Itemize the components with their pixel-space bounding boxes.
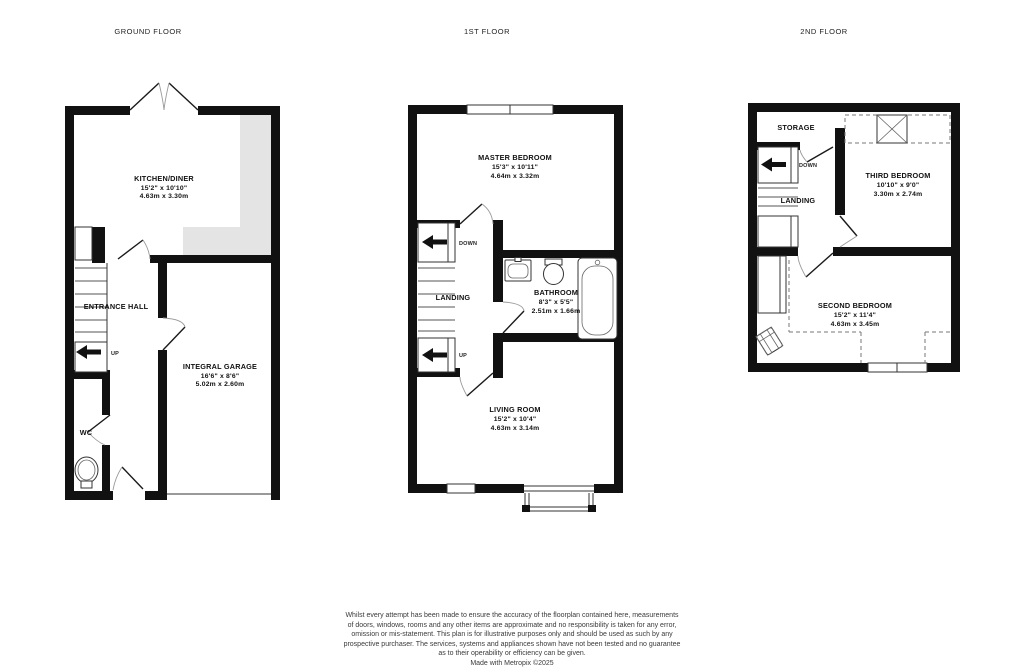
first-up-label: UP [459, 353, 468, 359]
garage-dims-metric: 5.02m x 2.60m [195, 381, 245, 388]
master-door-swing [460, 204, 493, 224]
storage-label: STORAGE [777, 123, 815, 132]
stair-bulkhead [758, 256, 786, 313]
bathroom-door-swing [503, 302, 524, 333]
first-floor-plan [403, 70, 643, 510]
living-room-label: LIVING ROOM [489, 405, 541, 414]
entrance-hall-label: ENTRANCE HALL [83, 302, 149, 311]
kitchen-counter [183, 115, 271, 257]
kitchen-dims-metric: 4.63m x 3.30m [139, 193, 189, 200]
second-bedroom-dims-metric: 4.63m x 3.45m [830, 321, 880, 328]
disclaimer-line: omission or mis-statement. This plan is for illustrative purposes only and should be used as such by any [351, 631, 673, 639]
skylight-icon [877, 115, 907, 143]
garage-dims-imperial: 16'6" x 8'6" [200, 373, 240, 380]
storage-door-swing [800, 147, 833, 162]
second-down-label: DOWN [799, 163, 818, 169]
second-bedroom-window [868, 363, 927, 372]
second-bedroom-label: SECOND BEDROOM [817, 301, 893, 310]
master-dims-metric: 4.64m x 3.32m [490, 173, 540, 180]
balcony-icon [522, 486, 596, 512]
bathroom-label: BATHROOM [533, 288, 579, 297]
disclaimer-line: prospective purchaser. The services, systems and appliances shown have not been tested and no guarantee [343, 640, 681, 648]
disclaimer-line: Whilst every attempt has been made to ensure the accuracy of the floorplan contained here, measurements [345, 612, 679, 619]
kitchen-door-swing [118, 240, 150, 259]
garage-label: INTEGRAL GARAGE [182, 362, 258, 371]
master-window [467, 105, 553, 114]
third-bedroom-dims-imperial: 10'10" x 9'0" [876, 182, 920, 189]
second-floor-plan [743, 70, 973, 390]
ground-floor-plan [55, 70, 295, 510]
third-bedroom-label: THIRD BEDROOM [865, 171, 931, 180]
garage-door-swing [163, 318, 185, 350]
living-door-swing [460, 373, 493, 396]
french-doors-icon [130, 83, 198, 110]
master-dims-imperial: 15'3" x 10'11" [491, 164, 539, 171]
first-floor-title: 1ST FLOOR [463, 27, 511, 36]
disclaimer-line: of doors, windows, rooms and any other items are approximate and no responsibility is taken for any error, [347, 621, 677, 629]
first-down-label: DOWN [459, 241, 478, 247]
disclaimer [0, 611, 1024, 669]
second-landing-label: LANDING [780, 196, 816, 205]
bathtub-icon [578, 258, 617, 339]
second-bedroom-dims-imperial: 15'2" x 11'4" [833, 312, 877, 319]
toilet-icon [544, 259, 564, 285]
kitchen-dims-imperial: 15'2" x 10'10" [140, 185, 188, 192]
metropix-credit: Made with Metropix ©2025 [470, 659, 554, 667]
third-bedroom-door-swing [840, 216, 857, 247]
first-landing-label: LANDING [435, 293, 471, 302]
living-dims-imperial: 15'2" x 10'4" [493, 416, 537, 423]
second-bedroom-door-swing [798, 253, 833, 277]
disclaimer-line: as to their operability or efficiency can be given. [438, 650, 586, 658]
front-door-swing [113, 467, 143, 490]
bathroom-dims-imperial: 8'3" x 5'5" [538, 299, 574, 306]
armchair-icon [756, 327, 783, 355]
master-bedroom-label: MASTER BEDROOM [478, 153, 552, 162]
sink-icon [505, 258, 531, 282]
living-dims-metric: 4.63m x 3.14m [490, 425, 540, 432]
third-bedroom-dims-metric: 3.30m x 2.74m [873, 191, 923, 198]
ground-up-label: UP [111, 351, 120, 357]
bathroom-dims-metric: 2.51m x 1.66m [531, 308, 581, 315]
second-floor-title: 2ND FLOOR [800, 27, 848, 36]
wc-label: WC [79, 428, 93, 437]
toilet-icon [75, 457, 98, 488]
kitchen-label: KITCHEN/DINER [134, 174, 194, 183]
living-window [447, 484, 475, 493]
ground-floor-title: GROUND FLOOR [114, 27, 182, 36]
